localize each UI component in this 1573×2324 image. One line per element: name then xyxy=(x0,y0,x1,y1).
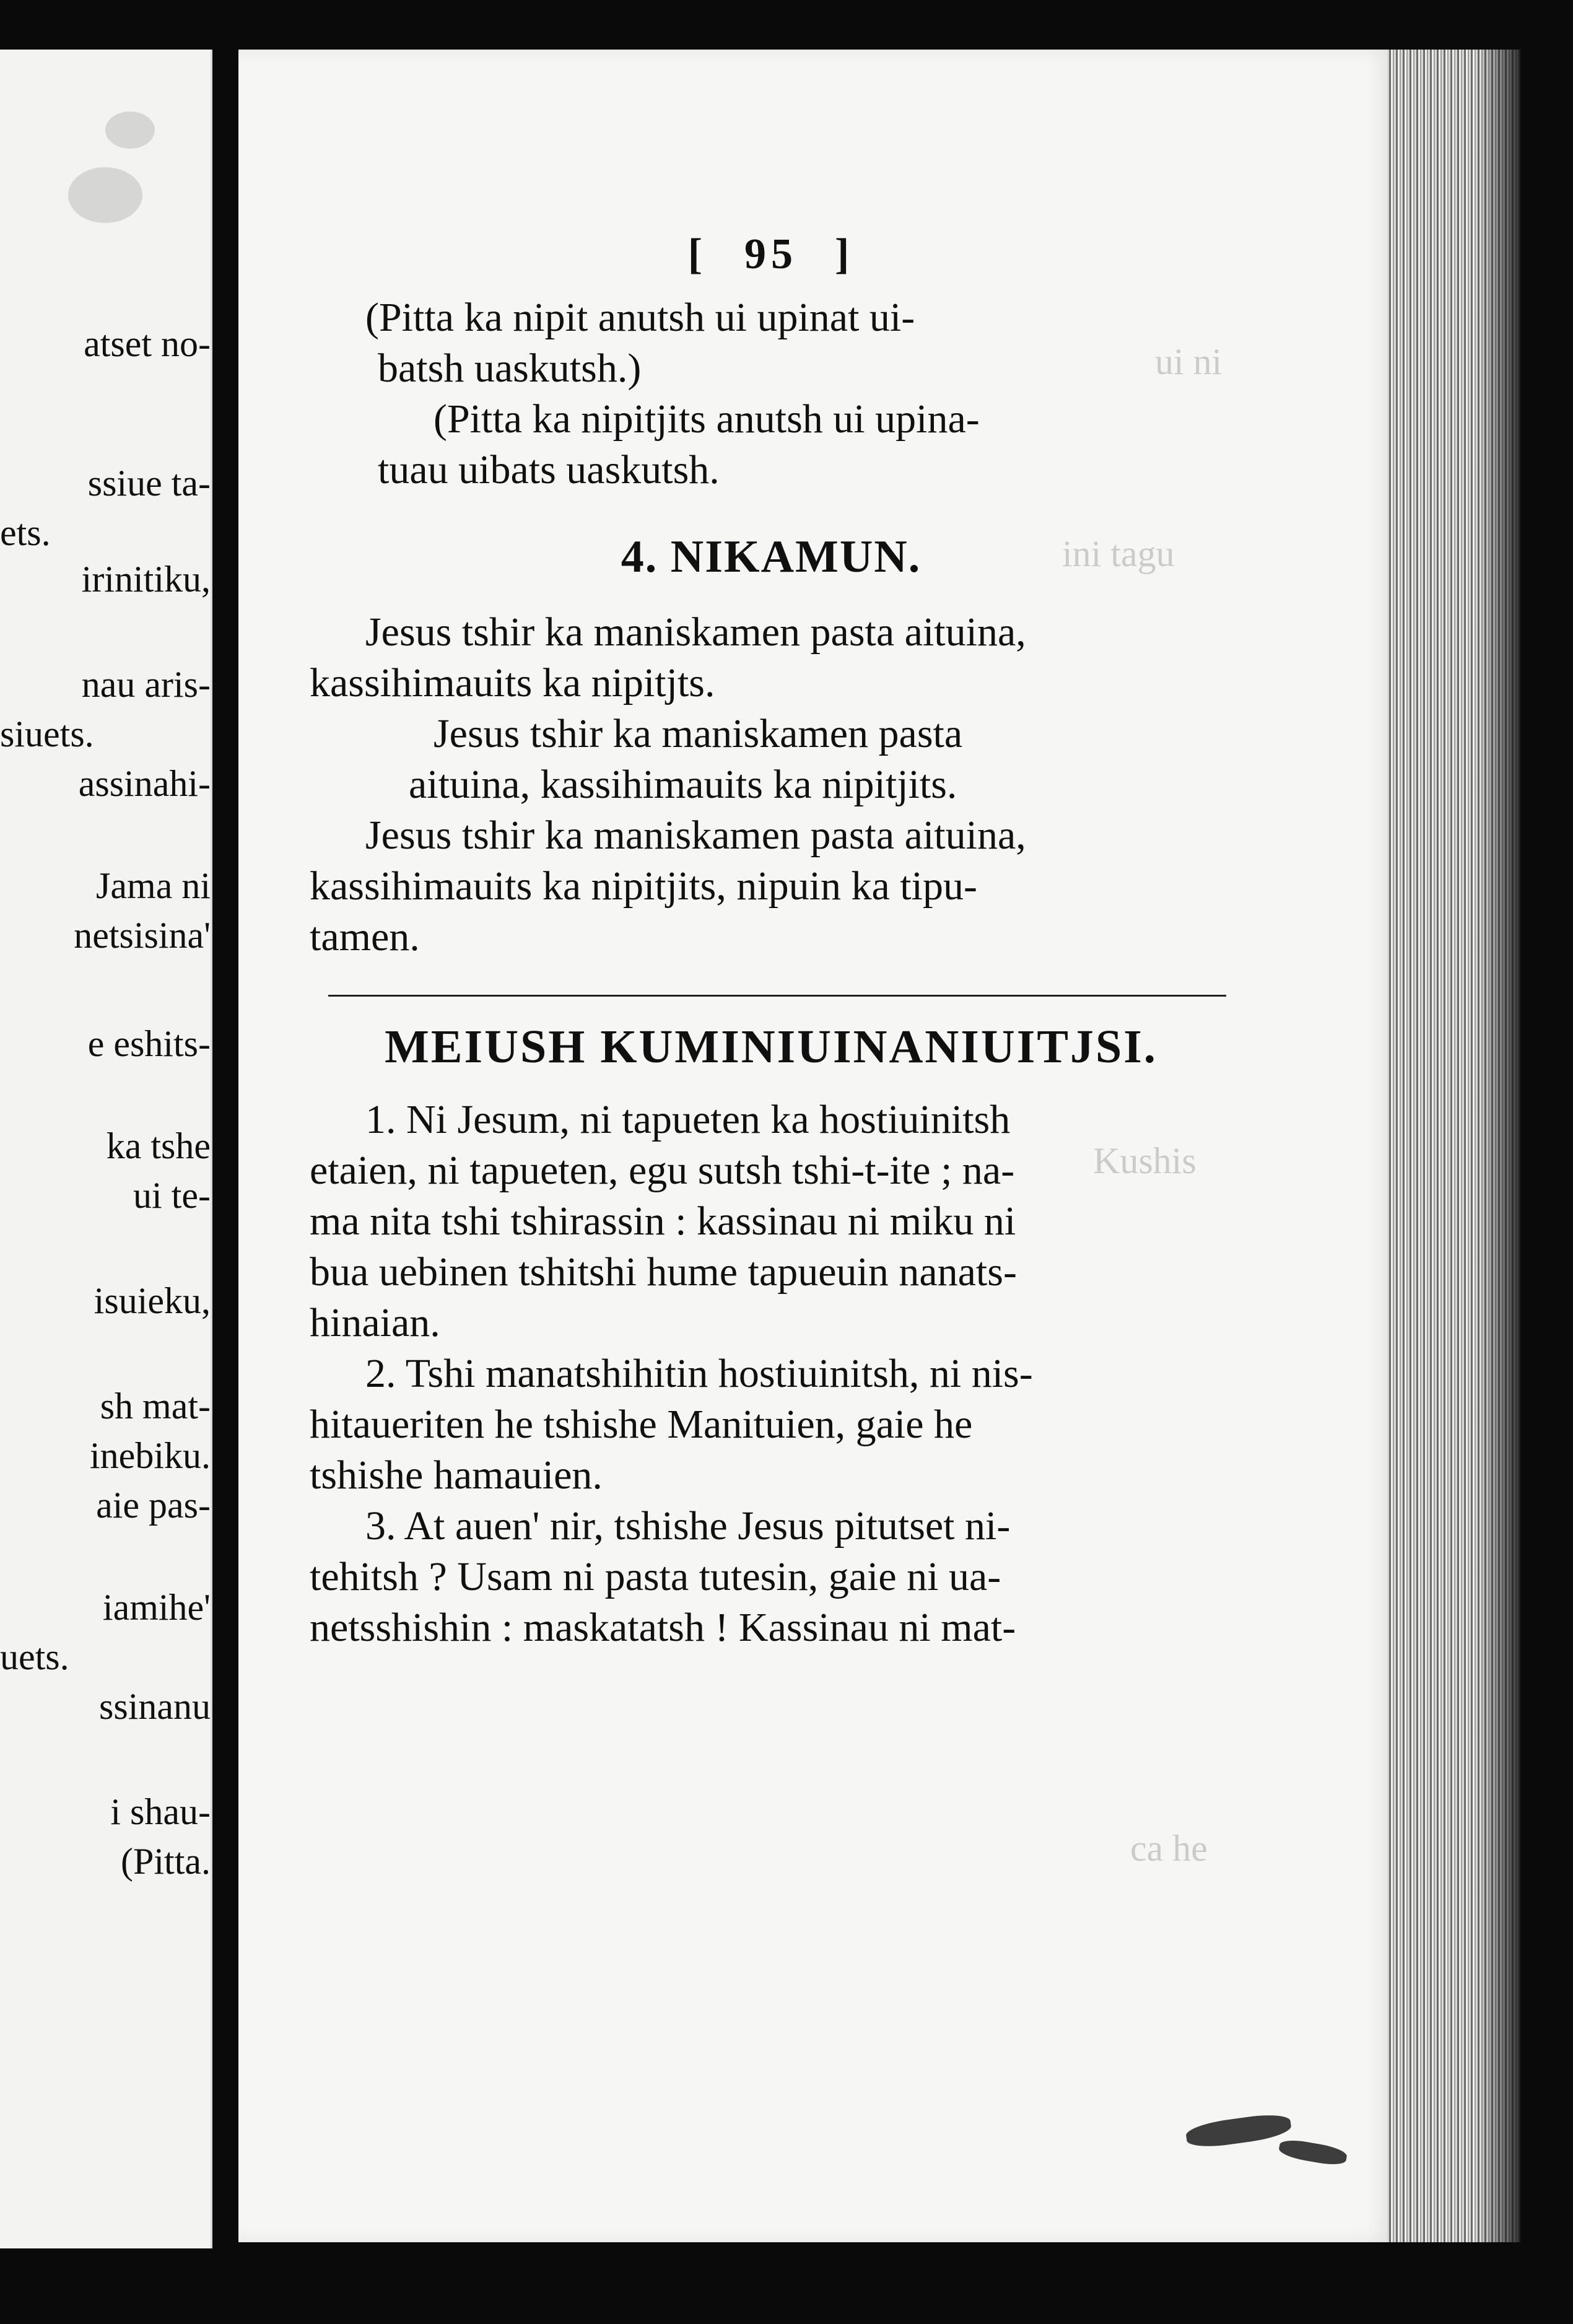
bleed-through-text: Kushis xyxy=(1093,1140,1196,1181)
facing-page xyxy=(0,50,212,2248)
prayer-line: tehitsh ? Usam ni pasta tutesin, gaie ni ua- xyxy=(310,1554,1001,1599)
left-page-line: iamihe' xyxy=(102,1587,211,1628)
left-page-line: ets. xyxy=(0,512,51,553)
prayer-line: netsshishin : maskatatsh ! Kassinau ni mat- xyxy=(310,1605,1016,1650)
ink-smudge xyxy=(1278,2138,1348,2168)
left-page-line: netsisina' xyxy=(74,915,211,956)
section-heading: MEIUSH KUMINIUINANIUITJSI. xyxy=(385,1021,1157,1073)
rubric-line: tuau uibats uaskutsh. xyxy=(378,447,720,492)
left-page-line: ui te- xyxy=(133,1175,211,1216)
prayer-line: bua uebinen tshitshi hume tapueuin nanats- xyxy=(310,1249,1017,1295)
section-heading: 4. NIKAMUN. xyxy=(621,531,922,582)
left-page-line: sh mat- xyxy=(100,1386,211,1426)
left-page-line: aie pas- xyxy=(96,1485,211,1526)
prayer-line: hitaueriten he tshishe Manituien, gaie he xyxy=(310,1402,973,1447)
left-page-line: inebiku. xyxy=(90,1435,211,1476)
bleed-through-text: ui ni xyxy=(1155,341,1222,382)
verse-line: Jesus tshir ka maniskamen pasta xyxy=(434,711,963,756)
prayer-line: 2. Tshi manatshihitin hostiuinitsh, ni nis- xyxy=(365,1351,1033,1396)
left-page-line: atset no- xyxy=(84,323,211,364)
left-page-line: ssinanu xyxy=(99,1686,211,1727)
left-page-line: i shau- xyxy=(110,1791,211,1832)
verse-line: Jesus tshir ka maniskamen pasta aituina, xyxy=(365,609,1026,655)
left-page-line: ka tshe xyxy=(106,1125,211,1166)
bleed-through-text: ini tagu xyxy=(1062,533,1175,574)
prayer-line: ma nita tshi tshirassin : kassinau ni miku ni xyxy=(310,1199,1016,1244)
left-page-line: uets. xyxy=(0,1636,69,1677)
bleed-through-text: ca he xyxy=(1130,1828,1208,1869)
ink-stain xyxy=(68,167,142,223)
left-page-line: ssiue ta- xyxy=(87,463,211,504)
prayer-line: 3. At auen' nir, tshishe Jesus pitutset ni- xyxy=(365,1503,1011,1549)
left-page-line: isuieku, xyxy=(94,1280,211,1321)
prayer-line: 1. Ni Jesum, ni tapueten ka hostiuinitsh xyxy=(365,1097,1011,1142)
bracket-open: [ xyxy=(687,230,707,278)
rubric-line: (Pitta ka nipitjits anutsh ui upina- xyxy=(434,396,980,442)
verse-line: kassihimauits ka nipitjits, nipuin ka tipu- xyxy=(310,863,977,909)
page-edges xyxy=(1387,50,1520,2242)
ink-stain xyxy=(105,111,155,149)
left-page-line: siuets. xyxy=(0,714,94,754)
prayer-line: etaien, ni tapueten, egu sutsh tshi-t-ite ; na- xyxy=(310,1148,1015,1193)
section-divider xyxy=(328,995,1226,997)
prayer-line: tshishe hamauien. xyxy=(310,1452,603,1498)
verse-line: Jesus tshir ka maniskamen pasta aituina, xyxy=(365,813,1026,858)
left-page-line: (Pitta. xyxy=(121,1841,211,1882)
rubric-line: (Pitta ka nipit anutsh ui upinat ui- xyxy=(365,295,915,340)
verse-line: tamen. xyxy=(310,914,420,959)
page-header xyxy=(310,229,1232,280)
verse-line: kassihimauits ka nipitjts. xyxy=(310,660,715,706)
left-page-line: Jama ni xyxy=(96,865,211,906)
left-page-line: e eshits- xyxy=(87,1023,211,1064)
left-page-line: nau aris- xyxy=(81,664,211,705)
prayer-line: hinaian. xyxy=(310,1300,440,1345)
rubric-line: batsh uaskutsh.) xyxy=(378,346,642,391)
bracket-close: ] xyxy=(835,230,855,278)
left-page-line: irinitiku, xyxy=(81,559,211,600)
verse-line: aituina, kassihimauits ka nipitjits. xyxy=(409,762,957,807)
page-text xyxy=(310,229,1232,1653)
book-page xyxy=(238,50,1393,2242)
left-page-line: assinahi- xyxy=(78,763,211,804)
ink-smudge xyxy=(1185,2111,1292,2150)
page-number: 95 xyxy=(744,230,798,278)
